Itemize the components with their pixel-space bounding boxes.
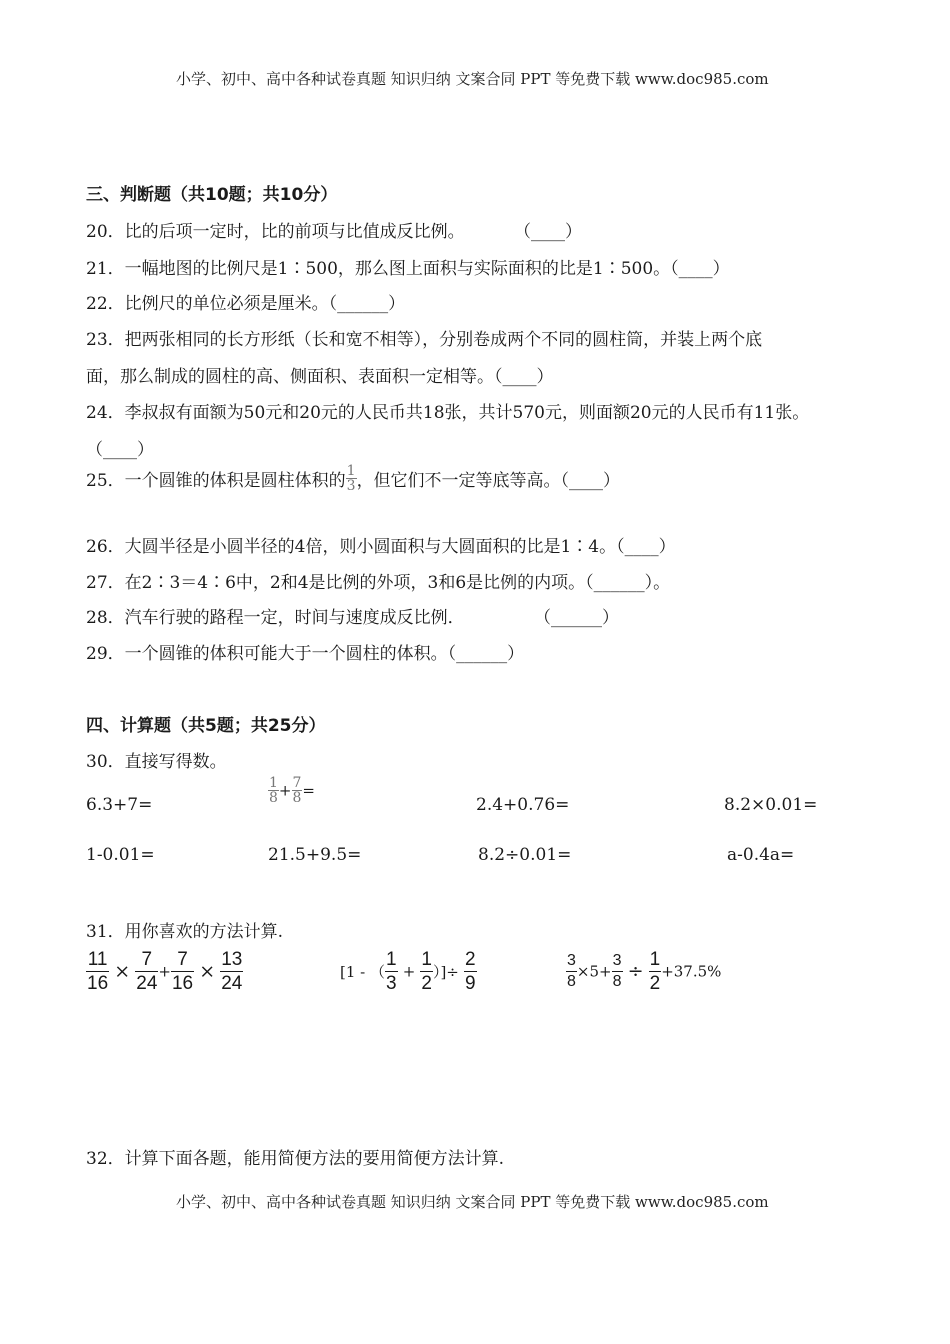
divide-sign: ÷ — [627, 960, 644, 983]
expression-1 — [86, 950, 243, 993]
question-23-line-1: 23．把两张相同的长方形纸（长和宽不相等），分别卷成两个不同的圆柱筒，并装上两个底 — [86, 330, 763, 350]
fraction-numerator: 1 — [421, 949, 432, 970]
fraction-denominator: 8 — [612, 973, 622, 990]
fraction-1-2 — [649, 950, 662, 993]
fraction-3-8 — [566, 953, 577, 990]
fraction-13-24 — [220, 950, 243, 993]
fraction-numerator: 1 — [269, 775, 278, 791]
question-30: 30．直接写得数。 — [86, 752, 227, 772]
calc-6-3-plus-7: 6.3+7= — [86, 795, 153, 815]
fraction-numerator: 11 — [87, 949, 108, 970]
question-21: 21．一幅地图的比例尺是1∶500，那么图上面积与实际面积的比是1∶500。（____） — [86, 259, 730, 279]
section-title-judgment: 三、判断题（共10题；共10分） — [86, 185, 338, 205]
fraction-numerator: 13 — [221, 949, 243, 970]
fraction-numerator: 7 — [292, 775, 302, 791]
fraction-denominator: 8 — [292, 790, 302, 806]
fraction-numerator: 3 — [612, 953, 623, 972]
page-footer: 小学、初中、高中各种试卷真题 知识归纳 文案合同 PPT 等免费下载 www.doc985.com — [176, 1193, 769, 1211]
fraction-numerator: 7 — [171, 950, 194, 972]
question-28 — [86, 603, 619, 628]
question-20 — [86, 217, 582, 242]
times-sign: × — [199, 960, 216, 983]
fraction-1-3 — [385, 950, 398, 993]
calc-8-2-times-0-01: 8.2×0.01= — [724, 795, 818, 815]
question-31: 31．用你喜欢的方法计算. — [86, 922, 284, 942]
page-header: 小学、初中、高中各种试卷真题 知识归纳 文案合同 PPT 等免费下载 www.doc985.com — [176, 70, 769, 88]
question-25-text-a: 25．一个圆锥的体积是圆柱体积的 — [86, 471, 346, 491]
calc-fraction-sum — [268, 776, 315, 805]
fraction-denominator: 24 — [136, 973, 158, 994]
fraction-11-16 — [86, 950, 109, 993]
question-27: 27．在2∶3＝4∶6中，2和4是比例的外项，3和6是比例的内项。（______）。 — [86, 573, 671, 593]
fraction-numerator: 1 — [386, 949, 397, 970]
fraction-1-2 — [420, 950, 433, 993]
fraction-denominator: 24 — [221, 973, 243, 994]
question-26: 26．大圆半径是小圆半径的4倍，则小圆面积与大圆面积的比是1∶4。（____） — [86, 537, 676, 557]
calc-21-5-plus-9-5: 21.5+9.5= — [268, 845, 362, 865]
question-20-blank: （____） — [514, 222, 583, 242]
calc-8-2-div-0-01: 8.2÷0.01= — [478, 845, 572, 865]
question-25-text-b: ，但它们不一定等底等高。（____） — [356, 471, 621, 491]
fraction-denominator: 8 — [567, 973, 576, 990]
plus-sign: + — [278, 781, 292, 800]
calc-1-minus-0-01: 1-0.01= — [86, 845, 155, 865]
question-28-text: 28．汽车行驶的路程一定，时间与速度成反比例． — [86, 608, 465, 628]
fraction-denominator: 9 — [464, 973, 476, 994]
question-24-line-2: （____） — [86, 440, 154, 460]
fraction-denominator: 8 — [269, 790, 278, 806]
fraction-denominator: 2 — [421, 973, 432, 994]
fraction-denominator: 16 — [171, 973, 194, 994]
fraction-3-8 — [612, 953, 623, 990]
question-24-line-1: 24．李叔叔有面额为50元和20元的人民币共18张，共计570元，则面额20元的人民币有11张。 — [86, 403, 810, 423]
fraction-7-16 — [171, 950, 194, 993]
times-five-plus: ×5+ — [576, 962, 612, 981]
fraction-numerator: 2 — [464, 949, 476, 970]
fraction-numerator: 7 — [135, 950, 158, 972]
section-title-calculation: 四、计算题（共5题；共25分） — [86, 716, 326, 736]
plus-sign: + — [158, 962, 171, 981]
times-sign: × — [114, 960, 131, 983]
equals-sign: = — [302, 781, 315, 800]
fraction-seven-eighths — [292, 776, 303, 805]
question-28-blank: （______） — [534, 608, 620, 628]
expression-2 — [340, 950, 477, 993]
question-29: 29．一个圆锥的体积可能大于一个圆柱的体积。（______） — [86, 644, 525, 664]
question-20-text: 20．比的后项一定时，比的前项与比值成反比例。 — [86, 222, 465, 242]
fraction-denominator: 3 — [386, 973, 397, 994]
question-32: 32．计算下面各题，能用简便方法的要用简便方法计算. — [86, 1149, 505, 1169]
plus-sign: + — [402, 962, 416, 981]
question-23-line-2: 面，那么制成的圆柱的高、侧面积、表面积一定相等。（____） — [86, 367, 554, 387]
plus-percentage: +37.5% — [661, 962, 722, 981]
bracket-close-divide: ）]÷ — [432, 963, 459, 981]
calc-2-4-plus-0-76: 2.4+0.76= — [476, 795, 570, 815]
question-25 — [86, 464, 620, 493]
fraction-denominator: 2 — [649, 973, 661, 994]
fraction-2-9 — [464, 950, 477, 993]
fraction-one-eighth — [268, 776, 279, 805]
fraction-numerator: 3 — [566, 953, 577, 972]
fraction-denominator: 16 — [87, 973, 109, 994]
fraction-one-third — [346, 464, 357, 493]
bracket-open: [1 - （ — [340, 963, 386, 981]
fraction-numerator: 1 — [649, 949, 661, 970]
question-22: 22．比例尺的单位必须是厘米。（______） — [86, 294, 406, 314]
fraction-denominator: 3 — [346, 478, 356, 494]
calc-a-minus-0-4a: a-0.4a= — [727, 845, 795, 865]
fraction-7-24 — [135, 950, 158, 993]
fraction-numerator: 1 — [346, 463, 356, 479]
expression-3 — [566, 950, 721, 993]
